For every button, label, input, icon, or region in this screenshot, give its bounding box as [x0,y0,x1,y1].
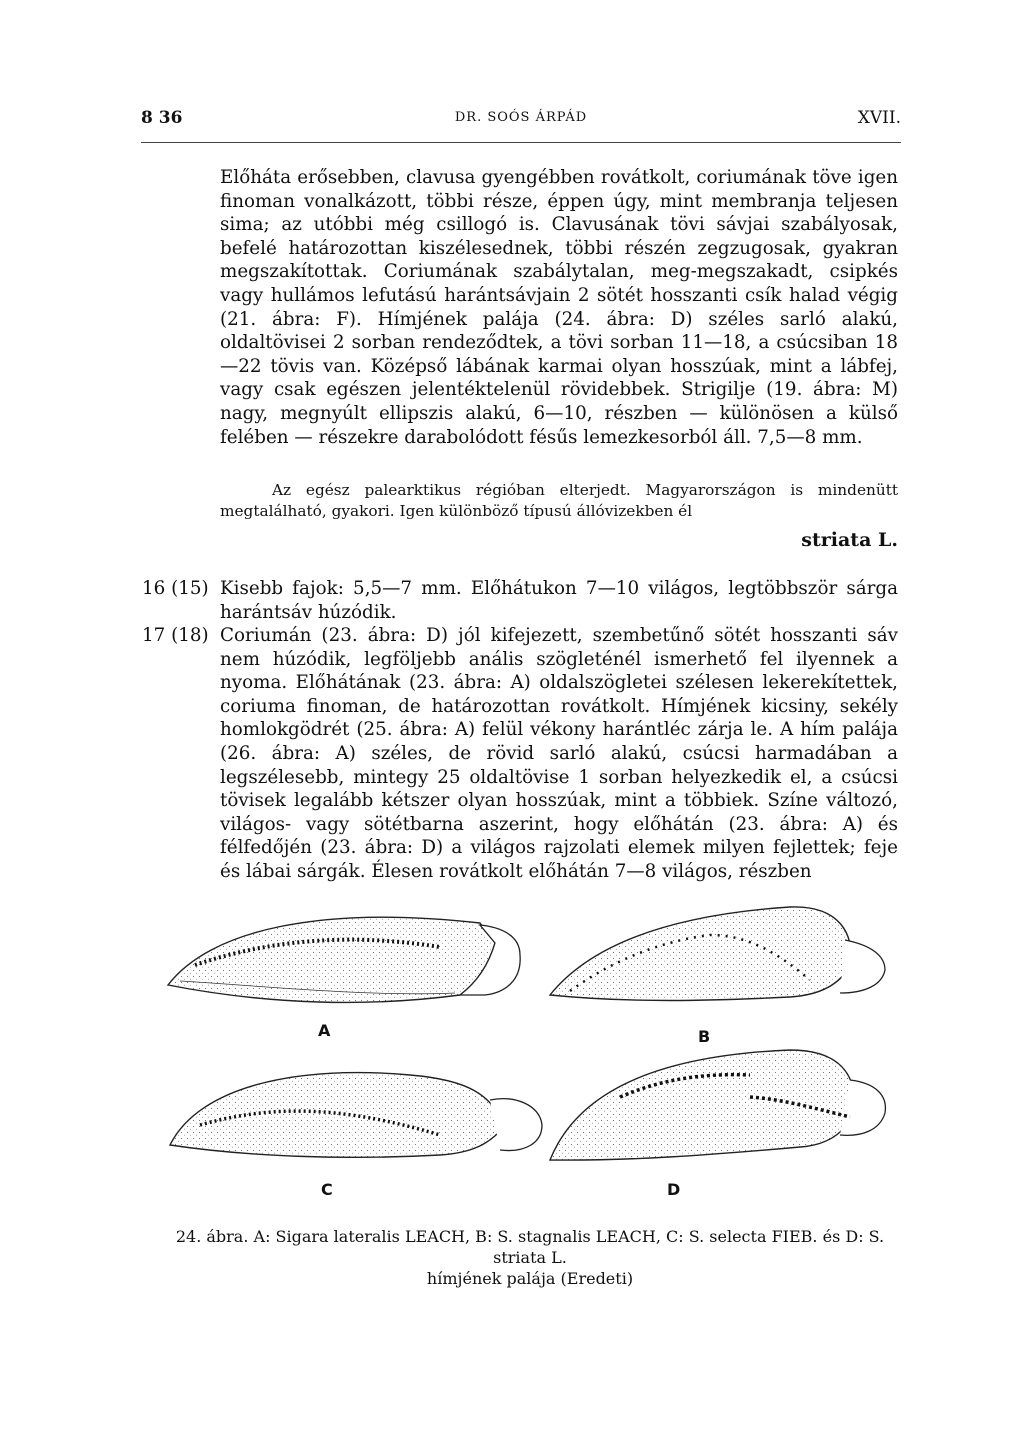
pala-drawing-c [170,1073,542,1158]
volume-number: XVII. [857,108,901,128]
panel-label-d: D [667,1180,681,1199]
header-rule [141,142,901,143]
caption-line-2: hímjének palája (Eredeti) [426,1269,634,1288]
couplet-text: Coriumán (23. ábra: D) jól kifejezett, szembetűnő sötét hosszanti sáv nem húzódik, legföljebb anális szögleténél ismerhető fel ilyennek a nyoma. Előhátának (23. ábra: A) oldalszögletei szélesen lekerekítettek, coriuma finoman, de határozottan rovátkolt. Hímjének kicsiny, sekély homlokgödrét (25. ábra: A) felül vékony harántléc zárja le. A hím palája (26. ábra: A) széles, de rövid sarló alakú, csúcsi harmadában a legszélesebb, mintegy 25 oldaltövise 1 sorban helyezkedik el, a csúcsi tövisek legalább kétszer olyan hosszúak, mint a többiek. Színe változó, világos- vagy sötétbarna aszerint, hogy előhátán (23. ábra: A) és félfedőjén (23. ábra: D) a világos rajzolati elemek milyen fejlettek; feje és lábai sárgák. Élesen rovátkolt előhátán 7—8 világos, részben [220,625,898,882]
panel-label-c: C [321,1180,333,1199]
panel-label-a: A [318,1021,331,1040]
caption-line-1: 24. ábra. A: Sigara lateralis LEACH, B: S. stagnalis LEACH, C: S. selecta FIEB. és D: S. striata L. [175,1227,885,1267]
species-name: striata L. [801,529,898,551]
pala-drawing-d [550,1050,885,1160]
running-head-author: DR. SOÓS ÁRPÁD [454,110,588,125]
couplet-number: 17 (18) [142,625,209,646]
couplet-number: 16 (15) [142,578,209,599]
page-header [141,108,901,138]
pala-drawing-b [550,907,885,1001]
panel-label-b: B [698,1027,711,1046]
distribution-note: Az egész palearktikus régióban elterjedt. Magyarországon is mindenütt megtalálható, gyakori. Igen különböző típusú állóvizekben él [220,481,898,520]
body-paragraph: Előháta erősebben, clavusa gyengébben rovátkolt, coriumának töve igen finoman vonalkázott, többi része, éppen úgy, mint membranja teljesen sima; az utóbbi még csillogó is. Clavusának tövi sávjai szabályosak, befelé határozottan kiszélesednek, többi részén zegzugosak, gyakran megszakítottak. Coriumának szabálytalan, meg-megszakadt, csipkés vagy hullámos lefutású harántsávjain 2 sötét hosszanti csík halad végig (21. ábra: F). Hímjének palája (24. ábra: D) széles sarló alakú, oldaltövisei 2 sorban rendeződtek, a tövi sorban 11—18, a csúcsiban 18—22 tövis van. Középső lábának karmai olyan hosszúak, mint a lábfej, vagy csak egészen jelentéktelenül rövidebbek. Strigilje (19. ábra: M) nagy, megnyúlt ellipszis alakú, 6—10, részben — különösen a külső felében — részekre darabolódott fésűs lemezkesorból áll. 7,5—8 mm. [220,167,898,448]
figure-drawing [150,885,910,1205]
figure-caption [150,1226,910,1289]
pala-drawing-a [168,917,520,1002]
couplet-text: Kisebb fajok: 5,5—7 mm. Előhátukon 7—10 világos, legtöbbször sárga harántsáv húzódik. [220,578,898,623]
page-number: 8 36 [141,108,183,128]
figure-24-palae [150,885,910,1205]
